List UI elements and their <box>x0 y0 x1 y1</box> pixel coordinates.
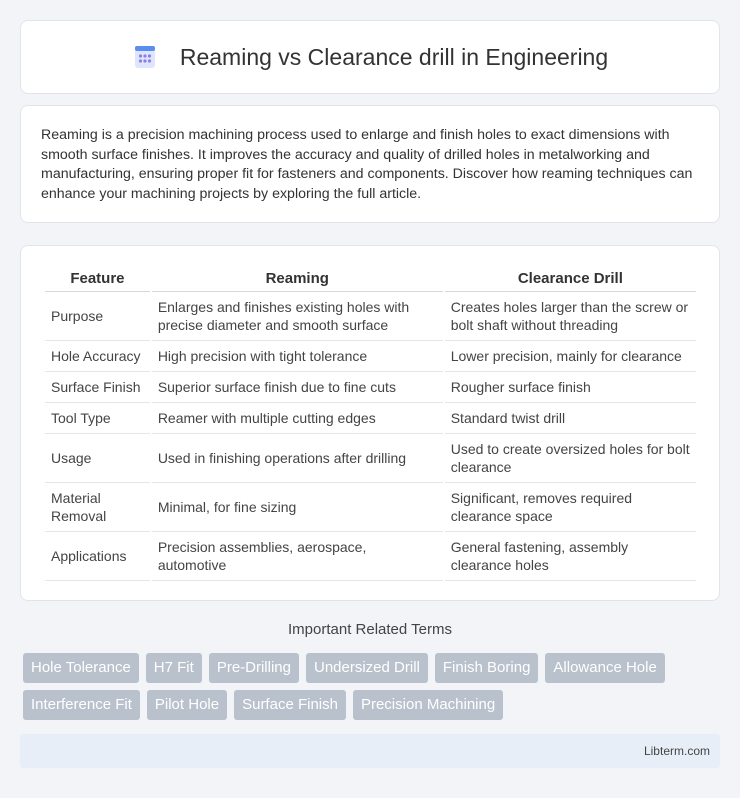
header-card <box>20 20 720 94</box>
table-row <box>45 341 696 372</box>
page-title: Reaming vs Clearance drill in Engineering <box>179 43 609 70</box>
cell-reaming: Enlarges and finishes existing holes with precise diameter and smooth surface <box>152 292 443 341</box>
tag-row-2 <box>23 690 723 720</box>
cell-clearance-drill: Standard twist drill <box>445 403 696 434</box>
table-row <box>45 483 696 532</box>
cell-clearance-drill: General fastening, assembly clearance holes <box>445 532 696 581</box>
comparison-card <box>20 245 720 601</box>
cell-reaming: Superior surface finish due to fine cuts <box>152 372 443 403</box>
table-row <box>45 403 696 434</box>
tag-row-1 <box>23 653 723 683</box>
cell-reaming: Used in finishing operations after drilling <box>152 434 443 483</box>
tag-surface-finish[interactable]: Surface Finish <box>234 690 346 720</box>
cell-feature: Hole Accuracy <box>45 341 150 372</box>
header-clearance-drill: Clearance Drill <box>445 266 696 292</box>
tag-interference-fit[interactable]: Interference Fit <box>23 690 140 720</box>
intro-text: Reaming is a precision machining process used to enlarge and finish holes to exact dimensions with smooth surface finishes. It improves the accuracy and quality of drilled holes in metalworking and manufacturing, ensuring proper fit for fasteners and components. Discover how reaming techniques can enhance your machining projects by exploring the full article. <box>41 127 693 202</box>
related-terms-title: Important Related Terms <box>288 621 452 638</box>
cell-reaming: Minimal, for fine sizing <box>152 483 443 532</box>
tag-precision-machining[interactable]: Precision Machining <box>353 690 503 720</box>
cell-clearance-drill: Significant, removes required clearance space <box>445 483 696 532</box>
table-header-row <box>45 266 696 292</box>
cell-clearance-drill: Used to create oversized holes for bolt clearance <box>445 434 696 483</box>
footer <box>20 734 720 768</box>
tag-allowance-hole[interactable]: Allowance Hole <box>545 653 664 683</box>
cell-feature: Purpose <box>45 292 150 341</box>
header-feature: Feature <box>45 266 150 292</box>
table-row <box>45 372 696 403</box>
cell-clearance-drill: Rougher surface finish <box>445 372 696 403</box>
cell-clearance-drill: Creates holes larger than the screw or bolt shaft without threading <box>445 292 696 341</box>
tag-h7-fit[interactable]: H7 Fit <box>146 653 202 683</box>
related-terms-tags <box>23 653 723 727</box>
cell-feature: Tool Type <box>45 403 150 434</box>
cell-reaming: Precision assemblies, aerospace, automotive <box>152 532 443 581</box>
tag-hole-tolerance[interactable]: Hole Tolerance <box>23 653 139 683</box>
table-row <box>45 434 696 483</box>
cell-feature: Applications <box>45 532 150 581</box>
tag-pilot-hole[interactable]: Pilot Hole <box>147 690 227 720</box>
intro-card <box>20 105 720 223</box>
cell-reaming: Reamer with multiple cutting edges <box>152 403 443 434</box>
cell-reaming: High precision with tight tolerance <box>152 341 443 372</box>
table-row <box>45 532 696 581</box>
document-grid-icon <box>132 44 158 70</box>
table-row <box>45 292 696 341</box>
comparison-table <box>43 266 698 581</box>
tag-finish-boring[interactable]: Finish Boring <box>435 653 539 683</box>
tag-undersized-drill[interactable]: Undersized Drill <box>306 653 428 683</box>
footer-site-link[interactable]: Libterm.com <box>643 744 710 758</box>
cell-feature: Usage <box>45 434 150 483</box>
header-reaming: Reaming <box>152 266 443 292</box>
cell-clearance-drill: Lower precision, mainly for clearance <box>445 341 696 372</box>
tag-pre-drilling[interactable]: Pre-Drilling <box>209 653 299 683</box>
cell-feature: Material Removal <box>45 483 150 532</box>
cell-feature: Surface Finish <box>45 372 150 403</box>
